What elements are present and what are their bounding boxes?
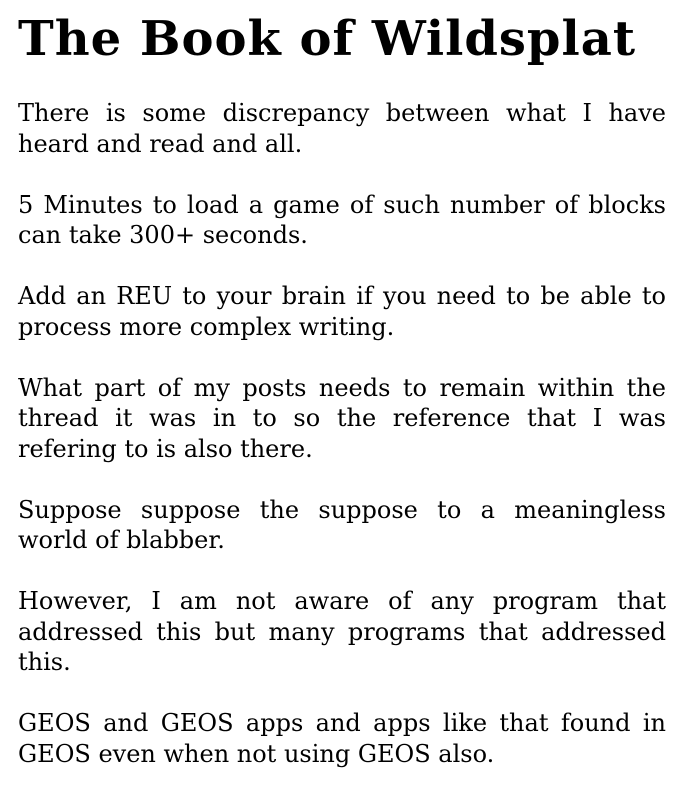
paragraph-7: GEOS and GEOS apps and apps like that found in GEOS even when not using GEOS also. [18, 709, 666, 768]
paragraph-5: Suppose suppose the suppose to a meaningless world of blabber. [18, 495, 666, 554]
paragraph-4: What part of my posts needs to remain within the thread it was in to so the reference that I was refering to is also there. [18, 373, 666, 463]
document-page [18, 10, 666, 769]
paragraph-2: 5 Minutes to load a game of such number of blocks can take 300+ seconds. [18, 190, 666, 249]
paragraph-1: There is some discrepancy between what I have heard and read and all. [18, 99, 666, 158]
paragraph-6: However, I am not aware of any program that addressed this but many programs that addressed this. [18, 587, 666, 676]
document-title: The Book of Wildsplat [18, 11, 636, 67]
paragraph-3: Add an REU to your brain if you need to be able to process more complex writing. [18, 282, 666, 341]
